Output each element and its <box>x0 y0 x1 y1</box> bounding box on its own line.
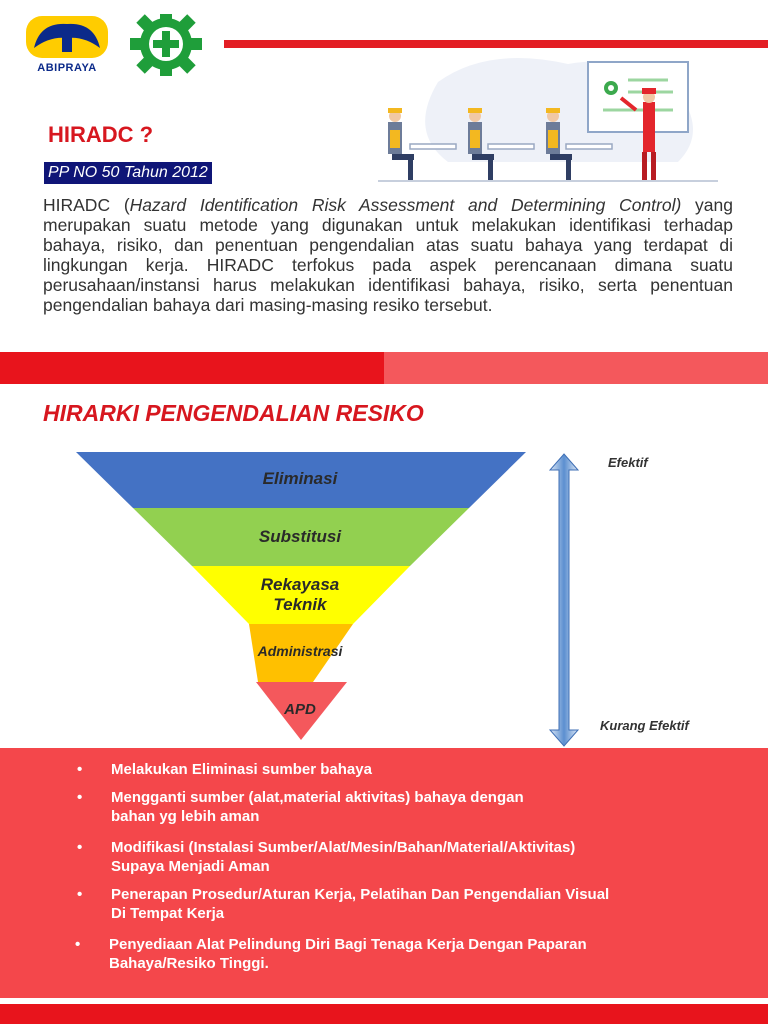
bullet-dot: • <box>77 789 83 806</box>
list-item-line: bahan yg lebih aman <box>111 808 260 825</box>
regulation-badge: PP NO 50 Tahun 2012 <box>44 162 212 184</box>
safety-gear-cross-icon <box>126 14 206 76</box>
list-item <box>77 788 524 826</box>
header-red-bar <box>224 40 768 48</box>
list-item <box>77 838 576 876</box>
divider-right <box>384 352 768 384</box>
intro-lead: HIRADC ( <box>43 195 130 215</box>
intro-body: yang merupakan suatu metode yang digunakan untuk melakukan identifikasi terhadap bahaya, risiko, dan penentuan pengendalian atas suatu bahaya yang terdapat di lingkungan kerja. HIRADC terfokus pada aspek perencanaan dimana suatu perusahaan/instansi harus melakukan identifikasi bahaya, risiko, serta penentuan pengendalian bahaya dari masing-masing resiko tersebut. <box>43 195 733 315</box>
list-item-line: Melakukan Eliminasi sumber bahaya <box>111 761 372 778</box>
list-item-line: Supaya Menjadi Aman <box>111 858 270 875</box>
abipraya-logo-icon <box>22 14 112 62</box>
intro-paragraph <box>43 195 733 315</box>
list-item-line: Modifikasi (Instalasi Sumber/Alat/Mesin/Bahan/Material/Aktivitas) <box>111 839 576 856</box>
bullet-dot: • <box>75 936 81 953</box>
list-item-line: Di Tempat Kerja <box>111 905 225 922</box>
bullet-dot: • <box>77 839 83 856</box>
list-item <box>75 935 587 973</box>
list-item-line: Mengganti sumber (alat,material aktivitas) bahaya dengan <box>111 789 524 806</box>
bullet-dot: • <box>77 886 83 903</box>
footer-red-bar <box>0 1004 768 1024</box>
list-item-line: Bahaya/Resiko Tinggi. <box>109 955 269 972</box>
divider-left <box>0 352 384 384</box>
section-title: HIRARKI PENGENDALIAN RESIKO <box>43 400 424 426</box>
safety-training-illustration <box>378 52 718 187</box>
abipraya-logo <box>22 14 112 76</box>
list-item-line: Penyediaan Alat Pelindung Diri Bagi Tenaga Kerja Dengan Paparan <box>109 936 587 953</box>
list-item <box>77 885 610 923</box>
classroom-training-icon <box>378 52 718 187</box>
bullet-dot: • <box>77 761 83 778</box>
pyramid-label-teknik: Teknik <box>273 595 327 614</box>
pyramid-label-eliminasi: Eliminasi <box>262 469 338 488</box>
intro-term-italic: Hazard Identification Risk Assessment and Determining Control) <box>129 195 682 215</box>
scale-label-less-effective: Kurang Efektif <box>600 718 689 733</box>
pyramid-label-rekayasa: Rekayasa <box>260 575 340 594</box>
list-item-line: Penerapan Prosedur/Aturan Kerja, Pelatihan Dan Pengendalian Visual <box>111 886 610 903</box>
pyramid-label-administrasi: Administrasi <box>257 643 343 659</box>
list-item <box>77 760 372 779</box>
double-arrow-icon <box>548 452 580 748</box>
k3-safety-logo <box>126 14 206 76</box>
pyramid-label-substitusi: Substitusi <box>258 527 342 546</box>
scale-label-effective: Efektif <box>608 455 648 470</box>
page-title: HIRADC ? <box>48 122 154 147</box>
pyramid-label-apd: APD <box>284 701 316 718</box>
abipraya-logo-text: ABIPRAYA <box>37 62 97 74</box>
